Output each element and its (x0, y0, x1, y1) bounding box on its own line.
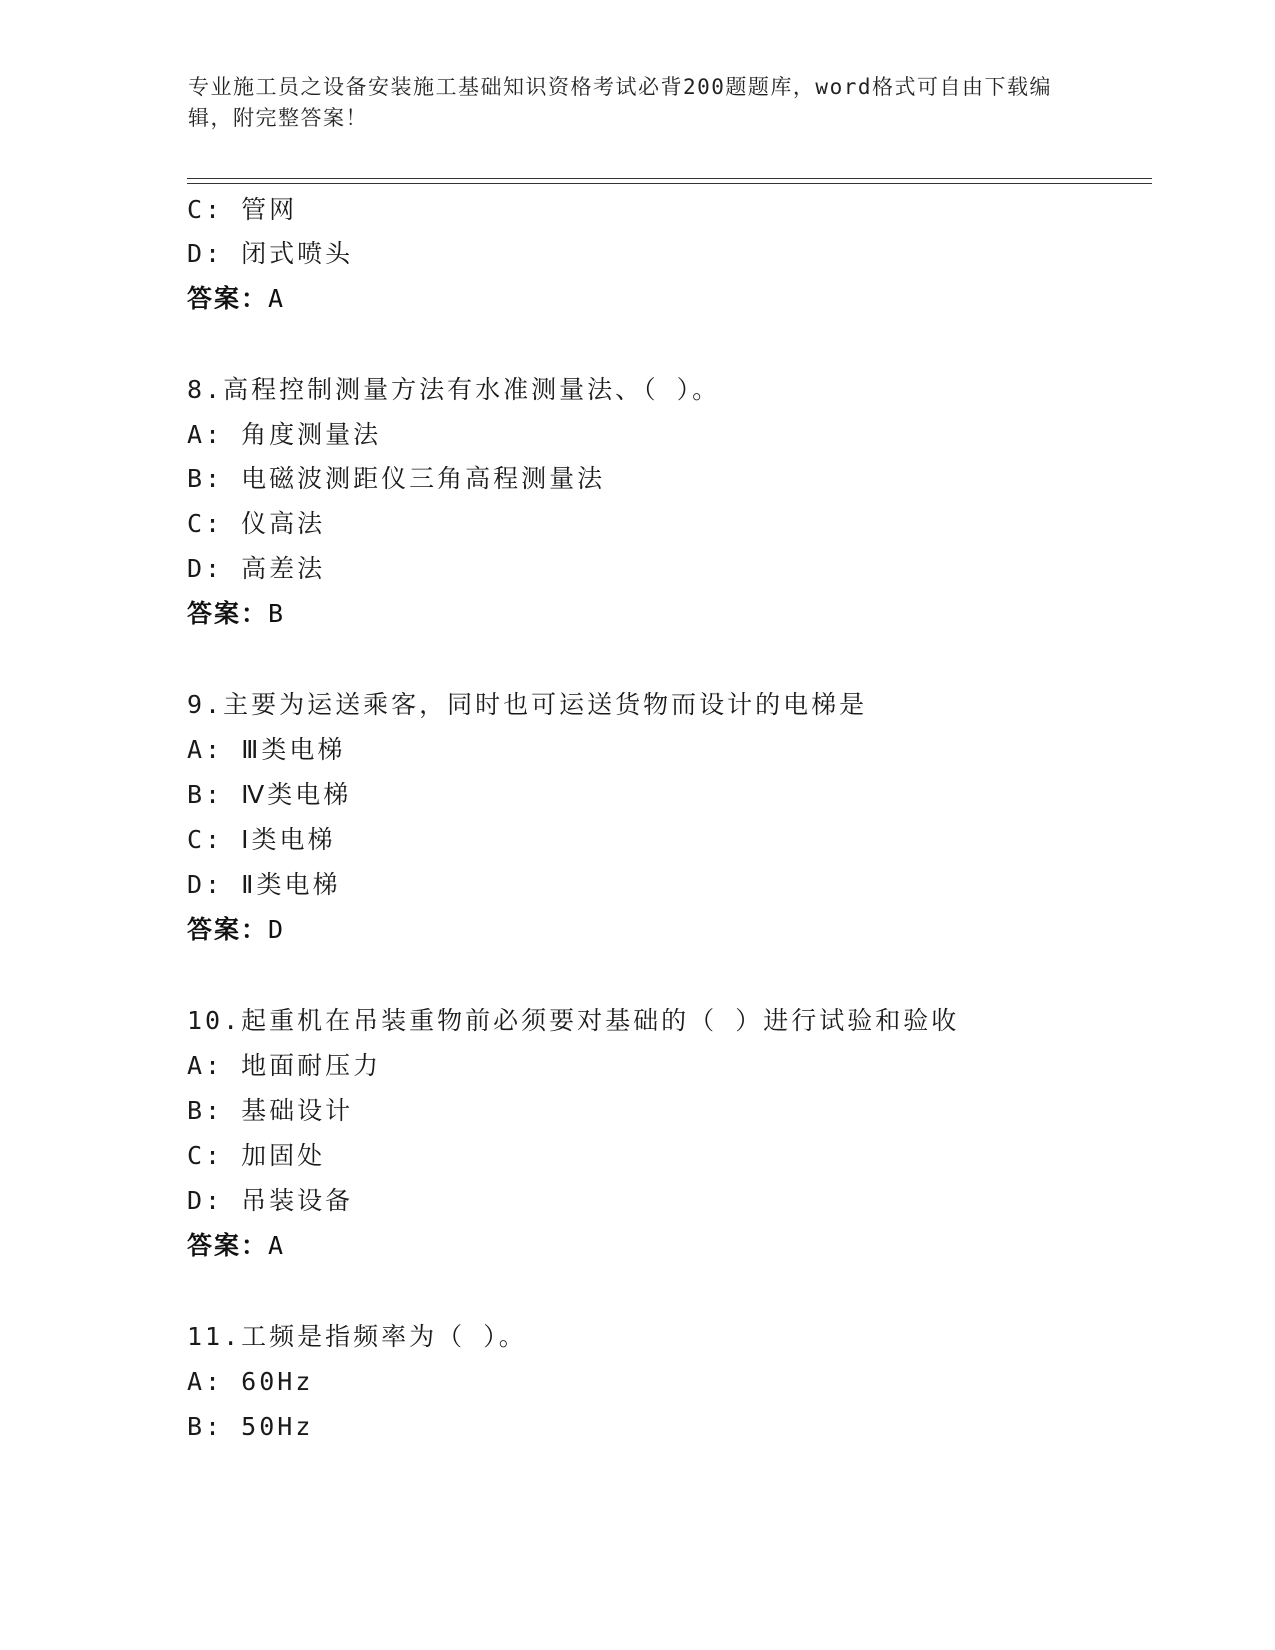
header-divider-bottom (187, 183, 1152, 184)
option-c (187, 823, 336, 857)
option-key: C: (187, 825, 224, 854)
option-key: B: (187, 1096, 224, 1125)
option-text: 50Hz (241, 1412, 314, 1441)
option-text: 60Hz (241, 1367, 314, 1396)
answer-value: D (268, 915, 286, 944)
option-key: B: (187, 1412, 224, 1441)
option-text: 地面耐压力 (241, 1051, 382, 1080)
document-header: 专业施工员之设备安装施工基础知识资格考试必背200题题库，word格式可自由下载编辑，附完整答案！ (188, 75, 1052, 130)
option-a (187, 1365, 313, 1399)
option-key: D: (187, 554, 224, 583)
option-text: Ⅰ类电梯 (241, 825, 336, 854)
option-text: 仪高法 (241, 509, 326, 538)
answer-line (187, 282, 285, 316)
option-text: 管网 (241, 195, 298, 224)
option-key: B: (187, 780, 224, 809)
answer-label: 答案： (187, 599, 269, 628)
option-text: 角度测量法 (241, 420, 382, 449)
answer-line (187, 1229, 285, 1263)
option-c (187, 1139, 325, 1173)
option-key: C: (187, 509, 224, 538)
option-text: 闭式喷头 (241, 239, 354, 268)
option-key: C: (187, 1141, 224, 1170)
option-text: 电磁波测距仪三角高程测量法 (241, 464, 606, 493)
question-stem: 11.工频是指频率为（ ）。 (187, 1322, 527, 1351)
option-text: Ⅳ类电梯 (241, 780, 352, 809)
answer-label: 答案： (187, 915, 269, 944)
option-d (187, 868, 340, 902)
option-text: 高差法 (241, 554, 326, 583)
option-key: A: (187, 1367, 224, 1396)
option-d (187, 552, 325, 586)
option-d (187, 1184, 353, 1218)
option-a (187, 418, 381, 452)
answer-label: 答案： (187, 1231, 269, 1260)
option-c (187, 507, 325, 541)
option-d (187, 237, 353, 271)
answer-value: B (268, 599, 286, 628)
option-key: A: (187, 1051, 224, 1080)
option-b (187, 462, 605, 496)
option-b (187, 1410, 313, 1444)
option-key: A: (187, 420, 224, 449)
option-key: D: (187, 870, 224, 899)
option-text: Ⅱ类电梯 (241, 870, 341, 899)
answer-line (187, 913, 285, 947)
option-key: A: (187, 735, 224, 764)
option-b (187, 778, 351, 812)
question-stem: 10.起重机在吊装重物前必须要对基础的（ ）进行试验和验收 (187, 1006, 960, 1035)
option-key: C: (187, 195, 224, 224)
option-text: Ⅲ类电梯 (241, 735, 346, 764)
option-text: 吊装设备 (241, 1186, 354, 1215)
option-b (187, 1094, 353, 1128)
option-a (187, 733, 345, 767)
answer-value: A (268, 1231, 286, 1260)
answer-label: 答案： (187, 284, 269, 313)
answer-value: A (268, 284, 286, 313)
question-stem: 9.主要为运送乘客，同时也可运送货物而设计的电梯是 (187, 690, 868, 719)
option-c (187, 193, 297, 227)
option-a (187, 1049, 381, 1083)
option-text: 基础设计 (241, 1096, 354, 1125)
question-stem: 8.高程控制测量方法有水准测量法、（ ）。 (187, 375, 721, 404)
option-key: D: (187, 239, 224, 268)
option-key: D: (187, 1186, 224, 1215)
header-divider-top (187, 178, 1152, 179)
option-key: B: (187, 464, 224, 493)
answer-line (187, 597, 285, 631)
option-text: 加固处 (241, 1141, 326, 1170)
